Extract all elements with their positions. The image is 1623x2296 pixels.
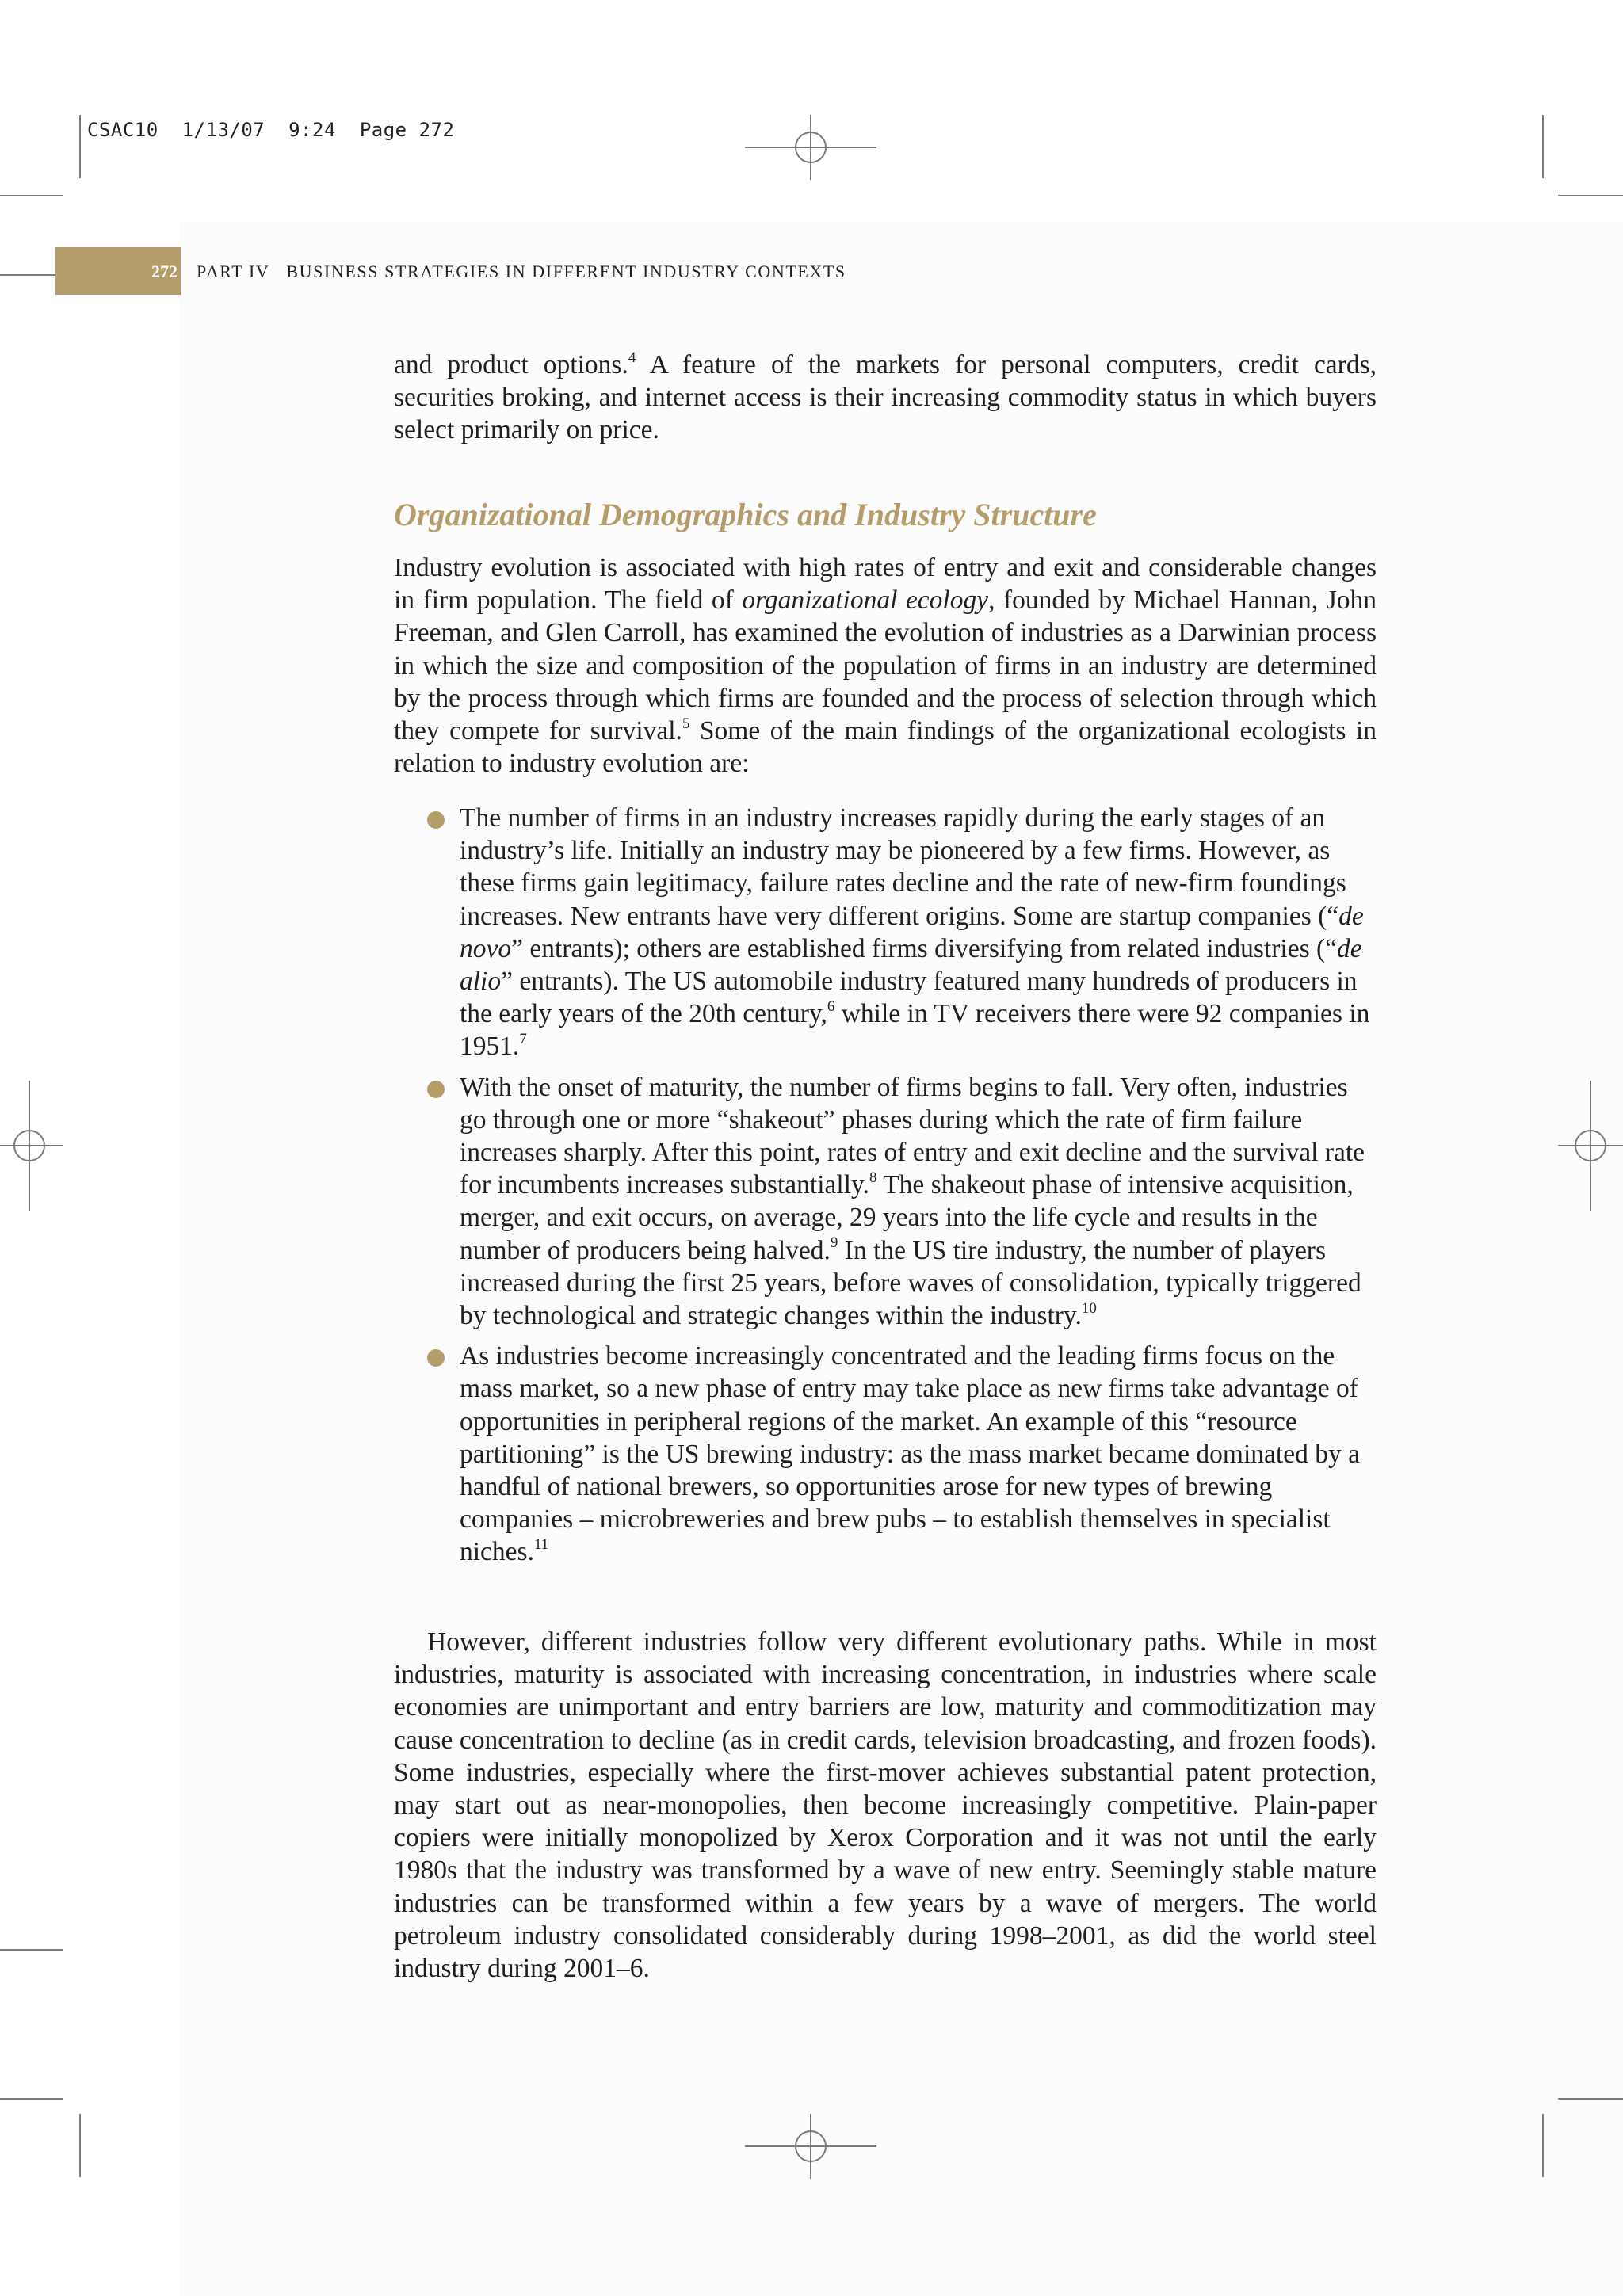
footnote-ref: 5: [682, 715, 690, 732]
crop-mark-left-lower: [0, 1949, 63, 1951]
text-run: ” entrants); others are established firms diversifying from related industries (“: [511, 933, 1338, 963]
footnote-ref: 6: [827, 998, 835, 1016]
crop-mark-top-right-vertical: [1542, 115, 1544, 178]
text-run: Industry evolution is associated with high rates of entry and exit and considerable changes in firm population. The field of: [394, 553, 1377, 616]
italic-term: organizational ecology: [742, 585, 989, 616]
text-run: The number of firms in an industry increases rapidly during the early stages of an industry’s life. Initially an industry may be pioneered by a few firms. However, as these firms gain legitimacy, failure rates decline and the rate of new-firm foundings increases. New entrants have very different origins. Some are startup companies (“: [460, 803, 1346, 931]
text-run: In the US tire industry, the number of players increased during the first 25 years, before waves of consolidation, typically triggered by technological and strategic changes within the industry.: [460, 1235, 1361, 1331]
printer-slug: CSAC10 1/13/07 9:24 Page 272: [87, 119, 455, 141]
text-run: The shakeout phase of intensive acquisition, merger, and exit occurs, on average, 29 years into the life cycle and results in the number of producers being halved.: [460, 1170, 1354, 1265]
bullet-icon: [427, 1081, 445, 1098]
bullet-icon: [427, 811, 445, 829]
list-item: [394, 802, 1377, 1063]
crop-mark-bottom-left-vertical: [79, 2114, 81, 2177]
text-run: while in TV receivers there were 92 companies in 1951.: [460, 999, 1370, 1062]
crop-mark-bottom-right-vertical: [1542, 2114, 1544, 2177]
footnote-ref: 10: [1081, 1299, 1097, 1317]
footnote-ref: 4: [628, 349, 636, 366]
text-run: With the onset of maturity, the number of firms begins to fall. Very often, industries go through one or more “shakeout” phases during which the rate of firm failure increases sharply. After this point, rates of entry and exit decline and the survival rate for incumbents increases substantially.: [460, 1072, 1365, 1200]
text-run: As industries become increasingly concentrated and the leading firms focus on the mass market, so a new phase of entry may take place as new firms take advantage of opportunities in peripheral regions of the market. An example of this “resource partitioning” is the US brewing industry: as the mass market became dominated by a handful of national brewers, so opportunities arose for new types of brewing companies – microbreweries and brew pubs – to establish themselves in specialist niches.: [460, 1341, 1360, 1567]
footnote-ref: 8: [869, 1169, 877, 1187]
crop-mark-top-right-horizontal: [1558, 195, 1623, 196]
paragraph-evolutionary-paths: However, different industries follow very different evolutionary paths. While in most industries, maturity is associated with increasing concentration, in industries where scale economies are unimportant and entry barriers are low, maturity and commoditization may cause concentration to decline (as in credit cards, television broadcasting, and frozen foods). Some industries, especially where the first-mover achieves substantial patent protection, may start out as near-monopolies, then become increasingly competitive. Plain-paper copiers were initially monopolized by Xerox Corporation and it was not until the early 1980s that the industry was transformed by a wave of new entry. Seemingly stable mature industries can be transformed within a few years by a wave of mergers. The world petroleum industry consolidated considerably during 1998–2001, as did the world steel industry during 2001–6.: [394, 1627, 1377, 1984]
text-run: , founded by Michael Hannan, John Freeman, and Glen Carroll, has examined the evolution of industries as a Darwinian process in which the size and composition of the population of firms in an industry are determined by the process through which firms are founded and the process of selection through which they compete for survival.: [394, 585, 1377, 746]
running-head: PART IV BUSINESS STRATEGIES IN DIFFERENT INDUSTRY CONTEXTS: [197, 261, 846, 281]
reg-mark-bottom-circle: [795, 2130, 827, 2162]
footnote-ref: 9: [830, 1234, 838, 1252]
page-number: 272: [151, 261, 178, 281]
reg-mark-right-circle: [1575, 1130, 1606, 1161]
reg-mark-left-circle: [13, 1130, 45, 1161]
findings-list: [394, 802, 1377, 1577]
crop-mark-bottom-left-horizontal: [0, 2098, 63, 2100]
text-run: and product options.: [394, 350, 628, 379]
footnote-ref: 11: [533, 1536, 549, 1554]
section-heading: Organizational Demographics and Industry Structure: [394, 497, 1097, 532]
text-run: Some of the main findings of the organizational ecologists in relation to industry evolution are:: [394, 716, 1377, 779]
footnote-ref: 7: [519, 1031, 527, 1048]
crop-mark-top-left-vertical: [79, 115, 81, 178]
crop-mark-top-left-horizontal: [0, 195, 63, 196]
italic-term: de alio: [460, 933, 1362, 997]
list-item: [394, 1071, 1377, 1333]
crop-mark-bottom-right-horizontal: [1558, 2098, 1623, 2100]
paragraph-ecology: [394, 551, 1377, 780]
text-run: A feature of the markets for personal computers, credit cards, securities broking, and internet access is their increasing commodity status in which buyers select primarily on price.: [394, 350, 1377, 445]
list-item: [394, 1340, 1377, 1568]
italic-term: de novo: [460, 901, 1364, 963]
bullet-icon: [427, 1349, 445, 1367]
tab-rule-left: [0, 274, 55, 276]
text-run: ” entrants). The US automobile industry featured many hundreds of producers in the early years of the 20th century,: [460, 967, 1358, 1029]
paragraph-intro: [394, 349, 1377, 447]
reg-mark-top-circle: [795, 132, 827, 163]
